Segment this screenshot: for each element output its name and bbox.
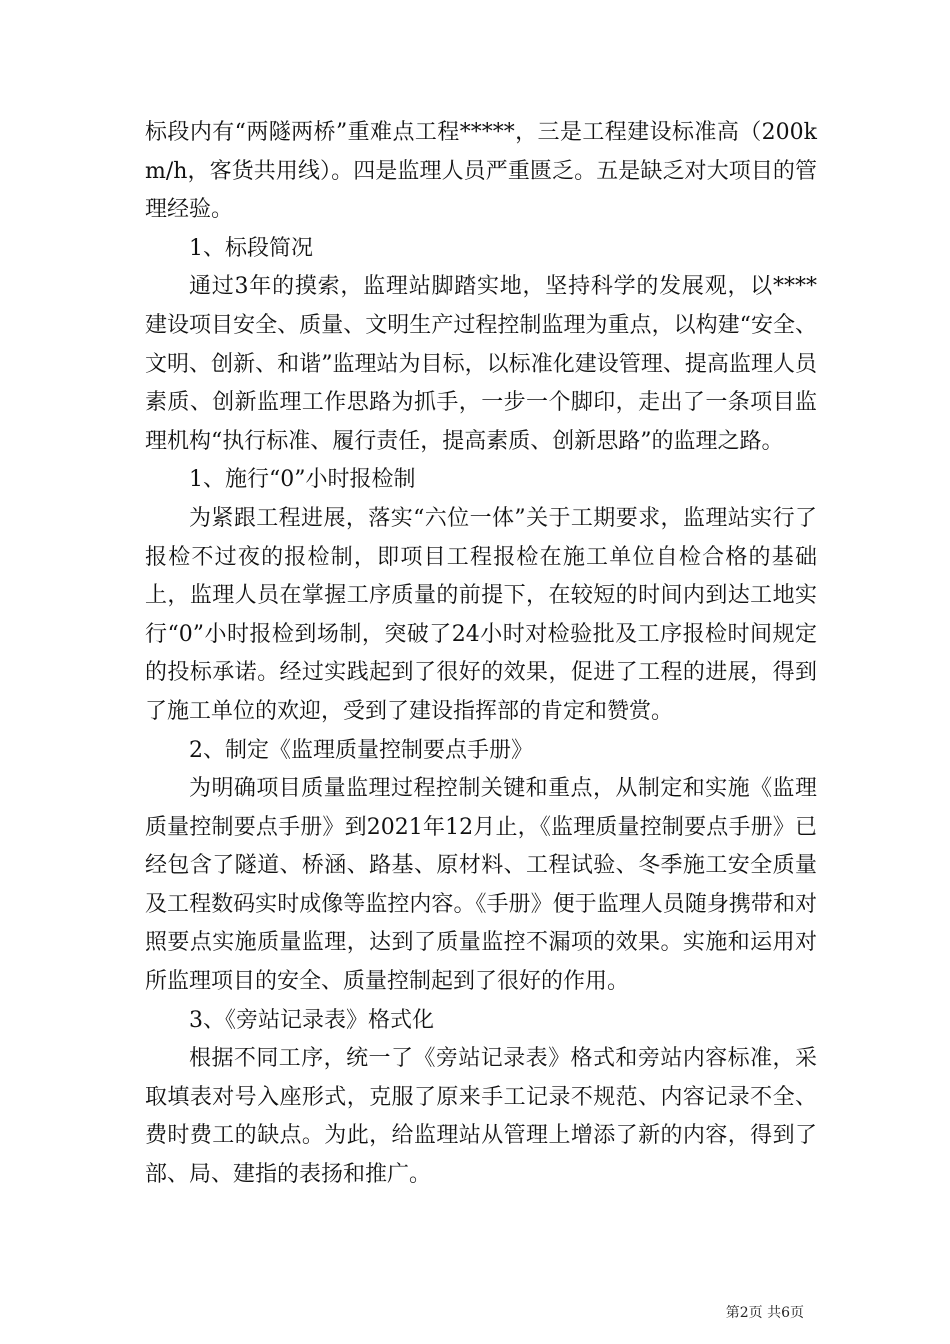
paragraph-overview: 通过3年的摸索，监理站脚踏实地，坚持科学的发展观，以****建设项目安全、质量、文明生产过程控制监理为重点，以构建“安全、文明、创新、和谐”监理站为目标，以标准化建设管理、提高监理人员素质、创新监理工作思路为抓手，一步一个脚印，走出了一条项目监理机构“执行标准、履行责任，提高素质、创新思路”的监理之路。 bbox=[145, 274, 817, 454]
paragraph-quality-manual: 为明确项目质量监理过程控制关键和重点，从制定和实施《监理质量控制要点手册》到2021年12月止，《监理质量控制要点手册》已经包含了隧道、桥涵、路基、原材料、工程试验、冬季施工安全质量及工程数码实时成像等监控内容。《手册》便于监理人员随身携带和对照要点实施质量监理，达到了质量监控不漏项的效果。实施和运用对所监理项目的安全、质量控制起到了很好的作用。 bbox=[145, 776, 817, 995]
heading-section-overview: 1、标段简况 bbox=[189, 235, 313, 261]
paragraph-record-form: 根据不同工序，统一了《旁站记录表》格式和旁站内容标准，采取填表对号入座形式，克服了原来手工记录不规范、内容记录不全、费时费工的缺点。为此，给监理站从管理上增添了新的内容，得到了部、局、建指的表扬和推广。 bbox=[145, 1046, 817, 1188]
heading-quality-manual: 2、制定《监理质量控制要点手册》 bbox=[189, 737, 533, 763]
page-number: 第2页 共6页 bbox=[725, 1305, 804, 1321]
paragraph-intro-continuation: 标段内有“两隧两桥”重难点工程*****，三是工程建设标准高（200km/h，客货共用线）。四是监理人员严重匮乏。五是缺乏对大项目的管理经验。 bbox=[145, 120, 817, 223]
heading-record-form: 3、《旁站记录表》格式化 bbox=[189, 1007, 434, 1033]
document-body bbox=[145, 114, 817, 1195]
heading-zero-hour-inspection: 1、施行“0”小时报检制 bbox=[189, 467, 416, 493]
paragraph-zero-hour-inspection: 为紧跟工程进展，落实“六位一体”关于工期要求，监理站实行了报检不过夜的报检制，即项目工程报检在施工单位自检合格的基础上，监理人员在掌握工序质量的前提下，在较短的时间内到达工地实行“0”小时报检到场制，突破了24小时对检验批及工序报检时间规定的投标承诺。经过实践起到了很好的效果，促进了工程的进展，得到了施工单位的欢迎，受到了建设指挥部的肯定和赞赏。 bbox=[145, 505, 817, 724]
